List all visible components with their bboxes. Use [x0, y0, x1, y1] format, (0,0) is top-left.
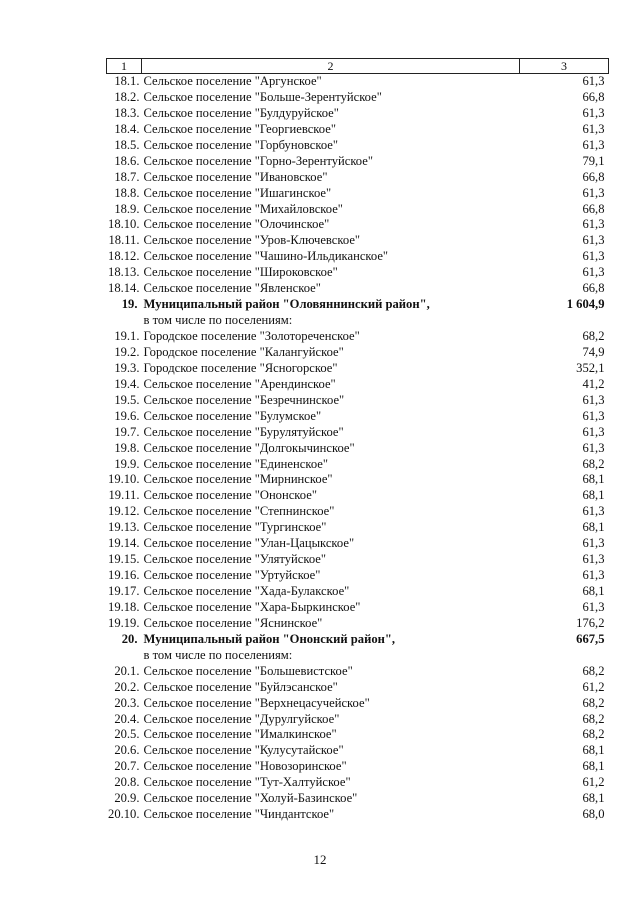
- row-value: 68,0: [582, 807, 605, 822]
- row-number: 19.9.: [114, 456, 140, 471]
- row-name: Сельское поселение "Кулусутайское": [143, 743, 344, 758]
- table-row: [107, 743, 609, 759]
- row-value: 352,1: [576, 360, 605, 375]
- table-row: [107, 727, 609, 743]
- row-number: 20.8.: [114, 775, 140, 790]
- table-row: [107, 696, 609, 712]
- row-number: 18.8.: [114, 185, 140, 200]
- header-col-1: 1: [107, 59, 142, 74]
- row-number: 18.10.: [108, 217, 140, 232]
- row-name: Сельское поселение "Улан-Цацыкское": [143, 536, 355, 551]
- row-name: Сельское поселение "Степнинское": [143, 504, 335, 519]
- table-row: [107, 504, 609, 520]
- allocation-table: [106, 58, 609, 823]
- row-value: [520, 648, 609, 664]
- row-name: Сельское поселение "Арендинское": [143, 376, 336, 391]
- row-number: 18.3.: [114, 105, 140, 120]
- row-name: Сельское поселение "Холуй-Базинское": [143, 791, 358, 806]
- row-name: Городское поселение "Ясногорское": [143, 360, 338, 375]
- table-row: [107, 361, 609, 377]
- row-number: 20.4.: [114, 711, 140, 726]
- row-value: 1 604,9: [566, 297, 605, 312]
- row-name: Сельское поселение "Уртуйское": [143, 568, 321, 583]
- table-row: [107, 186, 609, 202]
- row-name: Сельское поселение "Михайловское": [143, 201, 343, 216]
- row-name: Городское поселение "Калангуйское": [143, 344, 344, 359]
- row-number: 18.6.: [114, 153, 140, 168]
- row-value: 61,3: [582, 392, 605, 407]
- row-name: Сельское поселение "Безречнинское": [143, 392, 345, 407]
- row-name: Сельское поселение "Булдуруйское": [143, 105, 339, 120]
- row-value: 61,3: [582, 233, 605, 248]
- table-row: [107, 154, 609, 170]
- table-row: [107, 457, 609, 473]
- row-name: Сельское поселение "Аргунское": [143, 74, 322, 88]
- table-row: [107, 552, 609, 568]
- row-name: Сельское поселение "Новозоринское": [143, 759, 347, 774]
- row-name: Сельское поселение "Чашино-Ильдиканское": [143, 249, 389, 264]
- row-value: 61,3: [582, 568, 605, 583]
- row-name: Сельское поселение "Дурулгуйское": [143, 711, 340, 726]
- row-number: 20.7.: [114, 759, 140, 774]
- row-value: 68,1: [582, 743, 605, 758]
- row-value: 667,5: [576, 631, 605, 646]
- row-number: 19.11.: [108, 488, 140, 503]
- row-number: 18.9.: [114, 201, 140, 216]
- row-name: Сельское поселение "Тургинское": [143, 520, 327, 535]
- row-name: Сельское поселение "Верхнецасучейское": [143, 695, 370, 710]
- header-col-3: 3: [520, 59, 609, 74]
- row-number: 20.9.: [114, 791, 140, 806]
- table-row: [107, 233, 609, 249]
- row-number: 19.15.: [108, 552, 140, 567]
- row-value: 61,3: [582, 424, 605, 439]
- row-value: 61,2: [582, 679, 605, 694]
- table-row: [107, 536, 609, 552]
- row-number: 19.19.: [108, 615, 140, 630]
- row-number: 19.10.: [108, 472, 140, 487]
- table-row: [107, 807, 609, 823]
- row-name: Сельское поселение "Георгиевское": [143, 121, 336, 136]
- row-value: 74,9: [582, 344, 605, 359]
- row-value: 61,3: [582, 121, 605, 136]
- row-name: Сельское поселение "Горно-Зерентуйское": [143, 153, 373, 168]
- row-value: 68,2: [582, 329, 605, 343]
- row-value: 61,3: [582, 137, 605, 152]
- table-row: [107, 202, 609, 218]
- table-row: [107, 584, 609, 600]
- row-value: 61,2: [582, 775, 605, 790]
- row-value: 41,2: [582, 376, 605, 391]
- table-row: [107, 90, 609, 106]
- table-row: [107, 616, 609, 632]
- row-value: 66,8: [582, 89, 605, 104]
- table-row: [107, 425, 609, 441]
- table-row: [107, 775, 609, 791]
- row-name: в том числе по поселениям:: [143, 313, 293, 328]
- table-row: [107, 122, 609, 138]
- row-name: в том числе по поселениям:: [143, 647, 293, 662]
- row-name: Сельское поселение "Бурулятуйское": [143, 424, 344, 439]
- row-value: 68,1: [582, 488, 605, 503]
- row-name: Сельское поселение "Долгокычинское": [143, 440, 355, 455]
- table-row: [107, 265, 609, 281]
- row-number: 19.12.: [108, 504, 140, 519]
- row-name: Сельское поселение "Тут-Халтуйское": [143, 775, 351, 790]
- row-name: Сельское поселение "Явленское": [143, 281, 321, 296]
- header-col-2: 2: [142, 59, 520, 74]
- row-name: Сельское поселение "Мирнинское": [143, 472, 333, 487]
- table-row: [107, 170, 609, 186]
- table-row: [107, 138, 609, 154]
- row-name: Сельское поселение "Больше-Зерентуйское": [143, 89, 382, 104]
- row-value: 68,1: [582, 472, 605, 487]
- table-row: [107, 520, 609, 536]
- table-row: [107, 217, 609, 233]
- table-row: [107, 632, 609, 648]
- row-name: Сельское поселение "Улятуйское": [143, 552, 327, 567]
- row-value: 61,3: [582, 536, 605, 551]
- row-name: Сельское поселение "Единенское": [143, 456, 329, 471]
- row-value: 176,2: [576, 615, 605, 630]
- row-number: 19.16.: [108, 568, 140, 583]
- header-row: [107, 59, 609, 74]
- row-value: 61,3: [582, 105, 605, 120]
- row-number: 19.17.: [108, 584, 140, 598]
- row-number: 20.2.: [114, 679, 140, 694]
- row-number: 20.: [121, 631, 138, 646]
- row-name: Сельское поселение "Широковское": [143, 265, 338, 280]
- table-header: [107, 59, 609, 74]
- row-number: 19.4.: [114, 376, 140, 391]
- row-value: 68,1: [582, 584, 605, 598]
- table-row: [107, 791, 609, 807]
- row-value: 68,2: [582, 695, 605, 710]
- table-row: [107, 393, 609, 409]
- row-number: 19.: [121, 297, 138, 312]
- row-name: Сельское поселение "Яснинское": [143, 615, 323, 630]
- row-value: 61,3: [582, 249, 605, 264]
- row-value: 61,3: [582, 185, 605, 200]
- row-value: 61,3: [582, 408, 605, 423]
- row-value: 61,3: [582, 504, 605, 519]
- row-number: 18.5.: [114, 137, 140, 152]
- row-value: 66,8: [582, 169, 605, 184]
- row-name: Сельское поселение "Ононское": [143, 488, 317, 503]
- row-value: 68,2: [582, 711, 605, 726]
- row-value: 68,1: [582, 759, 605, 774]
- row-name: Сельское поселение "Булумское": [143, 408, 322, 423]
- table-row: [107, 680, 609, 696]
- row-number: 19.8.: [114, 440, 140, 455]
- table-row: [107, 297, 609, 313]
- row-value: 68,2: [582, 456, 605, 471]
- row-number: [107, 313, 142, 329]
- table-row: [107, 409, 609, 425]
- row-number: 18.12.: [108, 249, 140, 264]
- row-number: 19.2.: [114, 344, 140, 359]
- table-row: [107, 600, 609, 616]
- row-number: 19.3.: [114, 360, 140, 375]
- row-value: 79,1: [582, 153, 605, 168]
- row-number: 20.5.: [114, 727, 140, 742]
- row-name: Городское поселение "Золотореченское": [143, 329, 360, 343]
- table-row: [107, 313, 609, 329]
- row-name: Сельское поселение "Чиндантское": [143, 807, 335, 822]
- row-value: 61,3: [582, 599, 605, 614]
- table-row: [107, 329, 609, 345]
- row-value: 61,3: [582, 265, 605, 280]
- row-number: 19.5.: [114, 392, 140, 407]
- row-number: 18.13.: [108, 265, 140, 280]
- row-name: Сельское поселение "Ишагинское": [143, 185, 332, 200]
- row-name: Сельское поселение "Горбуновское": [143, 137, 338, 152]
- row-value: [520, 313, 609, 329]
- row-value: 61,3: [582, 440, 605, 455]
- row-value: 61,3: [582, 552, 605, 567]
- row-number: [107, 648, 142, 664]
- table-row: [107, 74, 609, 90]
- table-row: [107, 712, 609, 728]
- row-name: Сельское поселение "Ималкинское": [143, 727, 337, 742]
- table-row: [107, 106, 609, 122]
- table-row: [107, 664, 609, 680]
- row-name: Сельское поселение "Большевистское": [143, 663, 353, 678]
- row-number: 19.6.: [114, 408, 140, 423]
- row-name: Сельское поселение "Буйлэсанское": [143, 679, 338, 694]
- row-number: 20.10.: [108, 807, 140, 822]
- row-name: Сельское поселение "Ивановское": [143, 169, 328, 184]
- row-number: 18.14.: [108, 281, 140, 296]
- row-number: 18.11.: [108, 233, 140, 248]
- page-number: 12: [313, 852, 327, 867]
- table-row: [107, 441, 609, 457]
- table-row: [107, 488, 609, 504]
- row-number: 19.1.: [114, 329, 140, 343]
- row-value: 68,1: [582, 520, 605, 535]
- row-number: 18.4.: [114, 121, 140, 136]
- row-number: 19.14.: [108, 536, 140, 551]
- table-row: [107, 281, 609, 297]
- row-value: 66,8: [582, 281, 605, 296]
- row-number: 19.13.: [108, 520, 140, 535]
- row-value: 68,2: [582, 663, 605, 678]
- row-name: Сельское поселение "Олочинское": [143, 217, 330, 232]
- row-value: 68,1: [582, 791, 605, 806]
- row-number: 18.1.: [114, 74, 140, 88]
- table-row: [107, 472, 609, 488]
- row-value: 66,8: [582, 201, 605, 216]
- row-number: 20.1.: [114, 663, 140, 678]
- row-value: 61,3: [582, 74, 605, 88]
- row-number: 20.3.: [114, 695, 140, 710]
- table-body: [107, 74, 609, 824]
- row-number: 18.2.: [114, 89, 140, 104]
- table-row: [107, 648, 609, 664]
- table-row: [107, 249, 609, 265]
- row-name: Сельское поселение "Уров-Ключевское": [143, 233, 361, 248]
- row-number: 19.7.: [114, 424, 140, 439]
- row-name: Сельское поселение "Хада-Булакское": [143, 584, 350, 598]
- table-row: [107, 759, 609, 775]
- table-row: [107, 568, 609, 584]
- row-name: Муниципальный район "Ононский район",: [143, 631, 396, 646]
- row-number: 19.18.: [108, 599, 140, 614]
- table-row: [107, 345, 609, 361]
- row-name: Сельское поселение "Хара-Быркинское": [143, 599, 361, 614]
- row-number: 18.7.: [114, 169, 140, 184]
- row-value: 68,2: [582, 727, 605, 742]
- table-row: [107, 377, 609, 393]
- row-number: 20.6.: [114, 743, 140, 758]
- row-name: Муниципальный район "Оловяннинский район",: [143, 297, 430, 312]
- row-value: 61,3: [582, 217, 605, 232]
